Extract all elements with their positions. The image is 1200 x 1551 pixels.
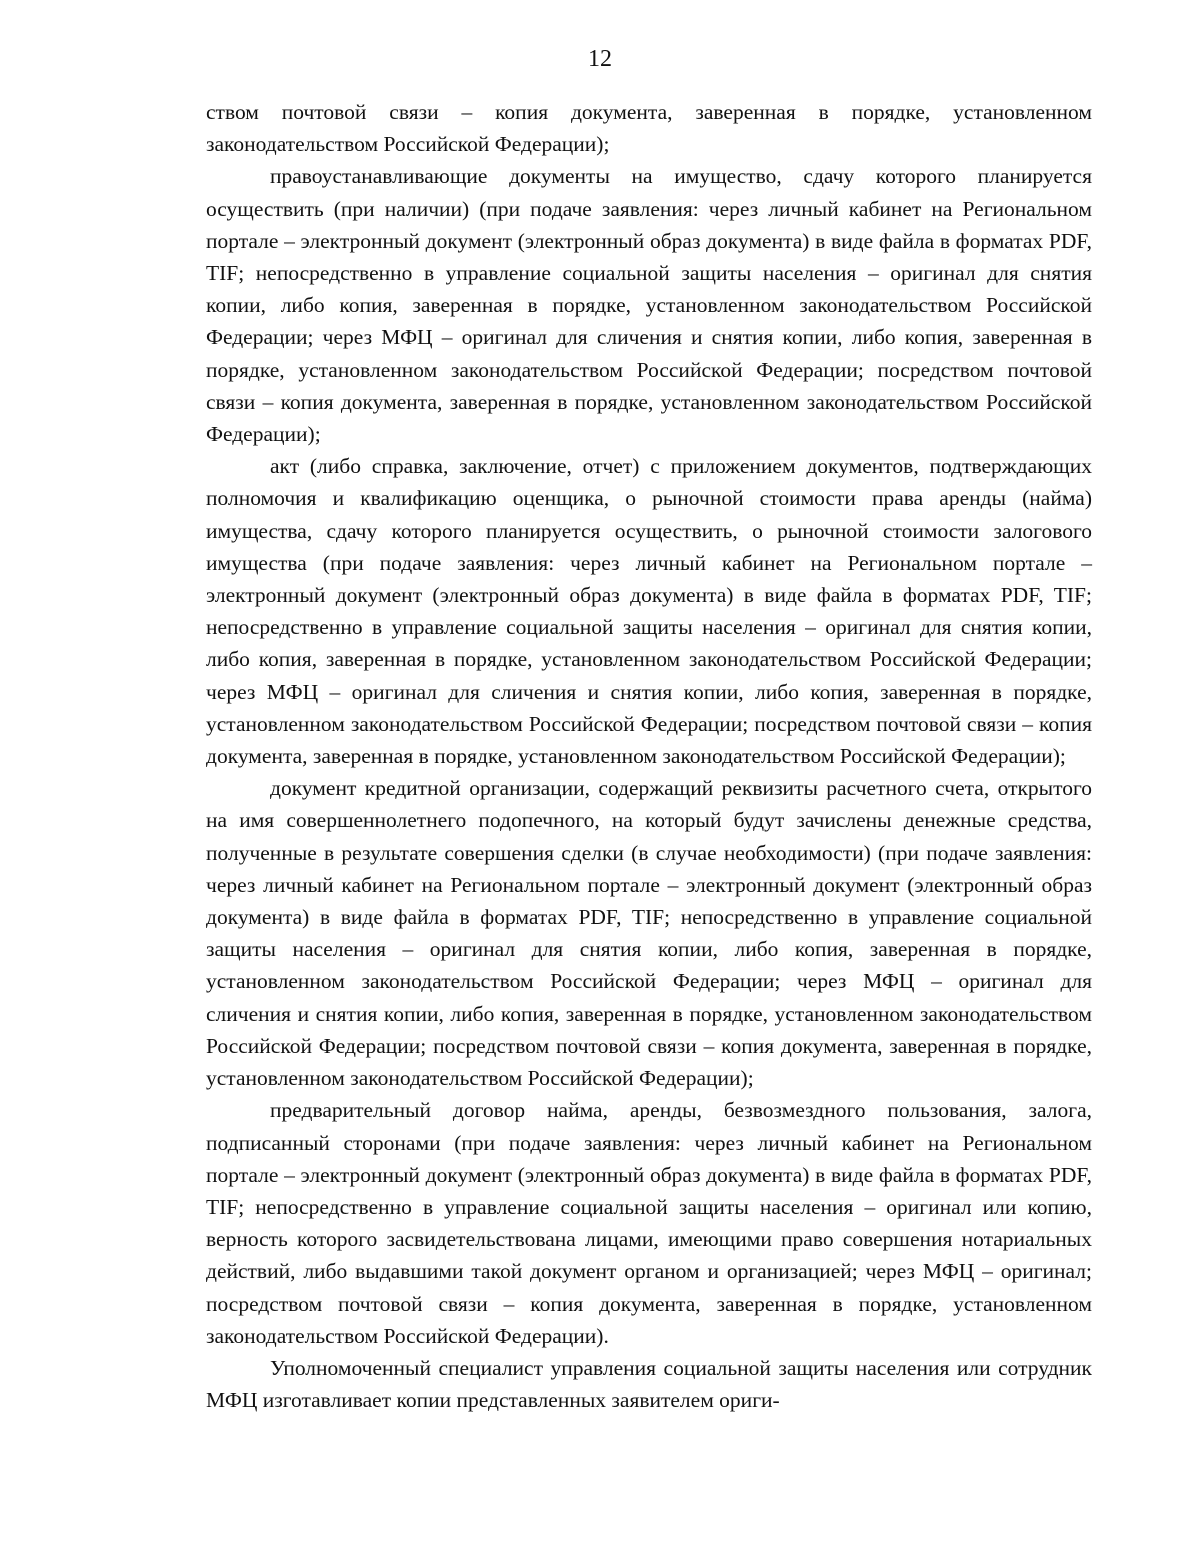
paragraph-title-documents: правоустанавливающие документы на имущество, сдачу которого планируется осуществить (при наличии) (при подаче заявления: через личный кабинет на Региональном портале – электронный документ (электронный образ документа) в виде файла в форматах PDF, TIF; непосредственно в управление социальной защиты населения – оригинал для снятия копии, либо копия, заверенная в порядке, установленном законодательством Российской Федерации; через МФЦ – оригинал для сличения и снятия копии, либо копия, заверенная в порядке, установленном законодательством Российской Федерации; посредством почтовой связи – копия документа, заверенная в порядке, установленном законодательством Российской Федерации);: [206, 164, 1092, 447]
paragraph-appraisal-act: акт (либо справка, заключение, отчет) с приложением документов, подтверждающих полномочия и квалификацию оценщика, о рыночной стоимости права аренды (найма) имущества, сдачу которого планируется осуществить, о рыночной стоимости залогового имущества (при подаче заявления: через личный кабинет на Региональном портале – электронный документ (электронный образ документа) в виде файла в форматах PDF, TIF; непосредственно в управление социальной защиты населения – оригинал для снятия копии, либо копия, заверенная в порядке, установленном законодательством Российской Федерации; через МФЦ – оригинал для сличения и снятия копии, либо копия, заверенная в порядке, установленном законодательством Российской Федерации; посредством почтовой связи – копия документа, заверенная в порядке, установленном законодательством Российской Федерации);: [206, 454, 1092, 769]
paragraph-bank-document: документ кредитной организации, содержащий реквизиты расчетного счета, открытого на имя совершеннолетнего подопечного, на который будут зачислены денежные средства, полученные в результате совершения сделки (в случае необходимости) (при подаче заявления: через личный кабинет на Региональном портале – электронный документ (электронный образ документа) в виде файла в форматах PDF, TIF; непосредственно в управление социальной защиты населения – оригинал для снятия копии, либо копия, заверенная в порядке, установленном законодательством Российской Федерации; через МФЦ – оригинал для сличения и снятия копии, либо копия, заверенная в порядке, установленном законодательством Российской Федерации; посредством почтовой связи – копия документа, заверенная в порядке, установленном законодательством Российской Федерации);: [206, 776, 1092, 1091]
paragraph-authorized-specialist: Уполномоченный специалист управления социальной защиты населения или сотрудник МФЦ изготавливает копии представленных заявителем ориги-: [206, 1355, 1092, 1413]
paragraph-continuation: ством почтовой связи – копия документа, заверенная в порядке, установленном законодательством Российской Федерации);: [206, 100, 1092, 157]
body-text: [206, 96, 1092, 1416]
page-number: 12: [588, 46, 612, 72]
paragraph-preliminary-contract: предварительный договор найма, аренды, безвозмездного пользования, залога, подписанный сторонами (при подаче заявления: через личный кабинет на Региональном портале – электронный документ (электронный образ документа) в виде файла в форматах PDF, TIF; непосредственно в управление социальной защиты населения – оригинал или копию, верность которого засвидетельствована лицами, имеющими право совершения нотариальных действий, либо выдавшими такой документ органом и организацией; через МФЦ – оригинал; посредством почтовой связи – копия документа, заверенная в порядке, установленном законодательством Российской Федерации).: [206, 1098, 1092, 1348]
